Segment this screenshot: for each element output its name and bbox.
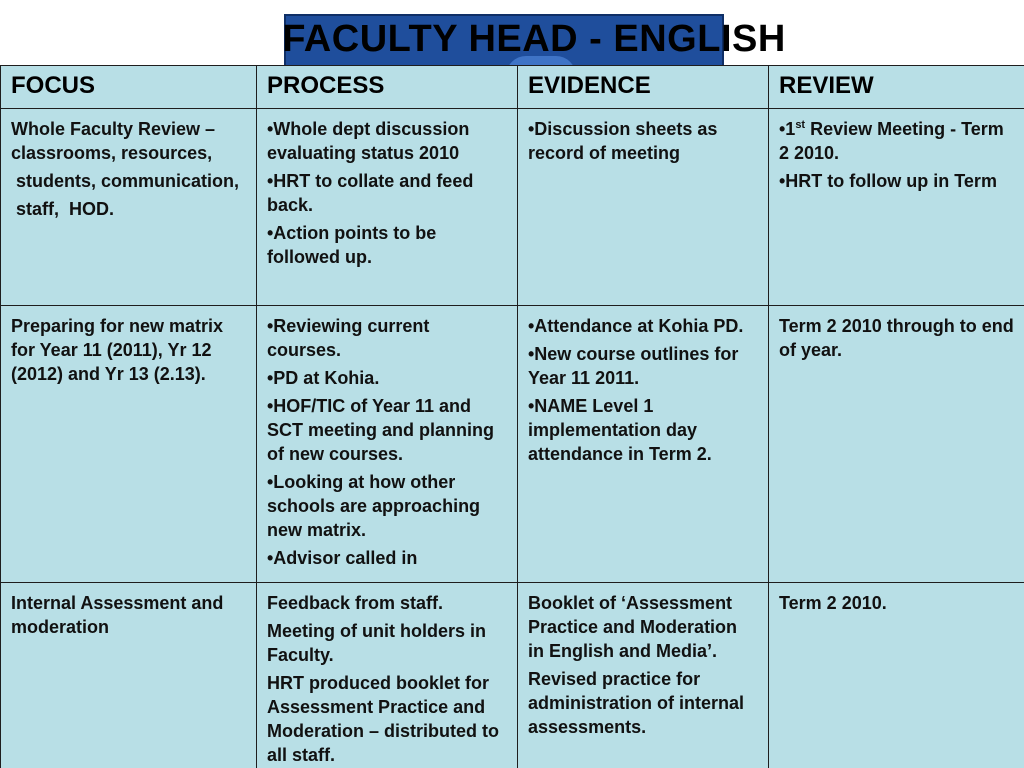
review-text: Review Meeting - Term 2 2010. — [779, 119, 1004, 163]
evidence-item: •Discussion sheets as record of meeting — [528, 119, 718, 163]
review-item: •HRT to follow up in Term — [779, 171, 997, 191]
cell-review — [769, 109, 1024, 306]
table-row — [1, 306, 1024, 583]
cell-process — [257, 306, 518, 583]
cell-process — [257, 109, 518, 306]
process-item: •HRT to collate and feed back. — [267, 171, 474, 215]
cell-focus — [1, 109, 257, 306]
process-item: Meeting of unit holders in Faculty. — [267, 621, 486, 665]
review-item — [779, 117, 1014, 165]
review-bullet: •1 — [779, 119, 796, 139]
cell-evidence — [518, 109, 769, 306]
header-review: REVIEW — [769, 66, 1024, 109]
evidence-item: •NAME Level 1 implementation day attendance in Term 2. — [528, 396, 712, 464]
process-item: •Advisor called in — [267, 548, 418, 568]
process-item: •HOF/TIC of Year 11 and SCT meeting and planning of new courses. — [267, 396, 495, 464]
review-item: Term 2 2010. — [779, 593, 887, 613]
process-item: •Reviewing current courses. — [267, 316, 430, 360]
table-row — [1, 109, 1024, 306]
focus-line: Preparing for new matrix for Year 11 (2011), Yr 12 (2012) and Yr 13 (2.13). — [11, 316, 224, 384]
header-process: PROCESS — [257, 66, 518, 109]
header-evidence: EVIDENCE — [518, 66, 769, 109]
review-ordinal: st — [795, 119, 806, 131]
focus-line: staff, HOD. — [11, 199, 115, 219]
cell-process — [257, 583, 518, 768]
evidence-item: Booklet of ‘Assessment Practice and Moderation in English and Media’. — [528, 593, 738, 661]
focus-line: students, communication, — [11, 171, 240, 191]
evidence-item: •Attendance at Kohia PD. — [528, 316, 744, 336]
header-focus: FOCUS — [1, 66, 257, 109]
cell-review — [769, 306, 1024, 583]
focus-line: Whole Faculty Review – — [11, 119, 216, 139]
header-row — [1, 66, 1024, 109]
process-item: •Looking at how other schools are approaching new matrix. — [267, 472, 481, 540]
page-title: FACULTY HEAD - ENGLISH — [282, 18, 786, 60]
process-item: •PD at Kohia. — [267, 368, 380, 388]
cell-evidence — [518, 306, 769, 583]
evidence-item: Revised practice for administration of internal assessments. — [528, 669, 745, 737]
cell-focus — [1, 583, 257, 768]
cell-focus — [1, 306, 257, 583]
faculty-table — [0, 65, 1024, 768]
evidence-item: •New course outlines for Year 11 2011. — [528, 344, 739, 388]
cell-review — [769, 583, 1024, 768]
process-item: HRT produced booklet for Assessment Practice and Moderation – distributed to all staff. — [267, 673, 499, 765]
process-item: •Action points to be followed up. — [267, 223, 437, 267]
table-row — [1, 583, 1024, 768]
cell-evidence — [518, 583, 769, 768]
process-item: •Whole dept discussion evaluating status 2010 — [267, 119, 470, 163]
process-item: Feedback from staff. — [267, 593, 444, 613]
focus-line: Internal Assessment and moderation — [11, 593, 224, 637]
review-item: Term 2 2010 through to end of year. — [779, 316, 1014, 360]
focus-line: classrooms, resources, — [11, 143, 213, 163]
